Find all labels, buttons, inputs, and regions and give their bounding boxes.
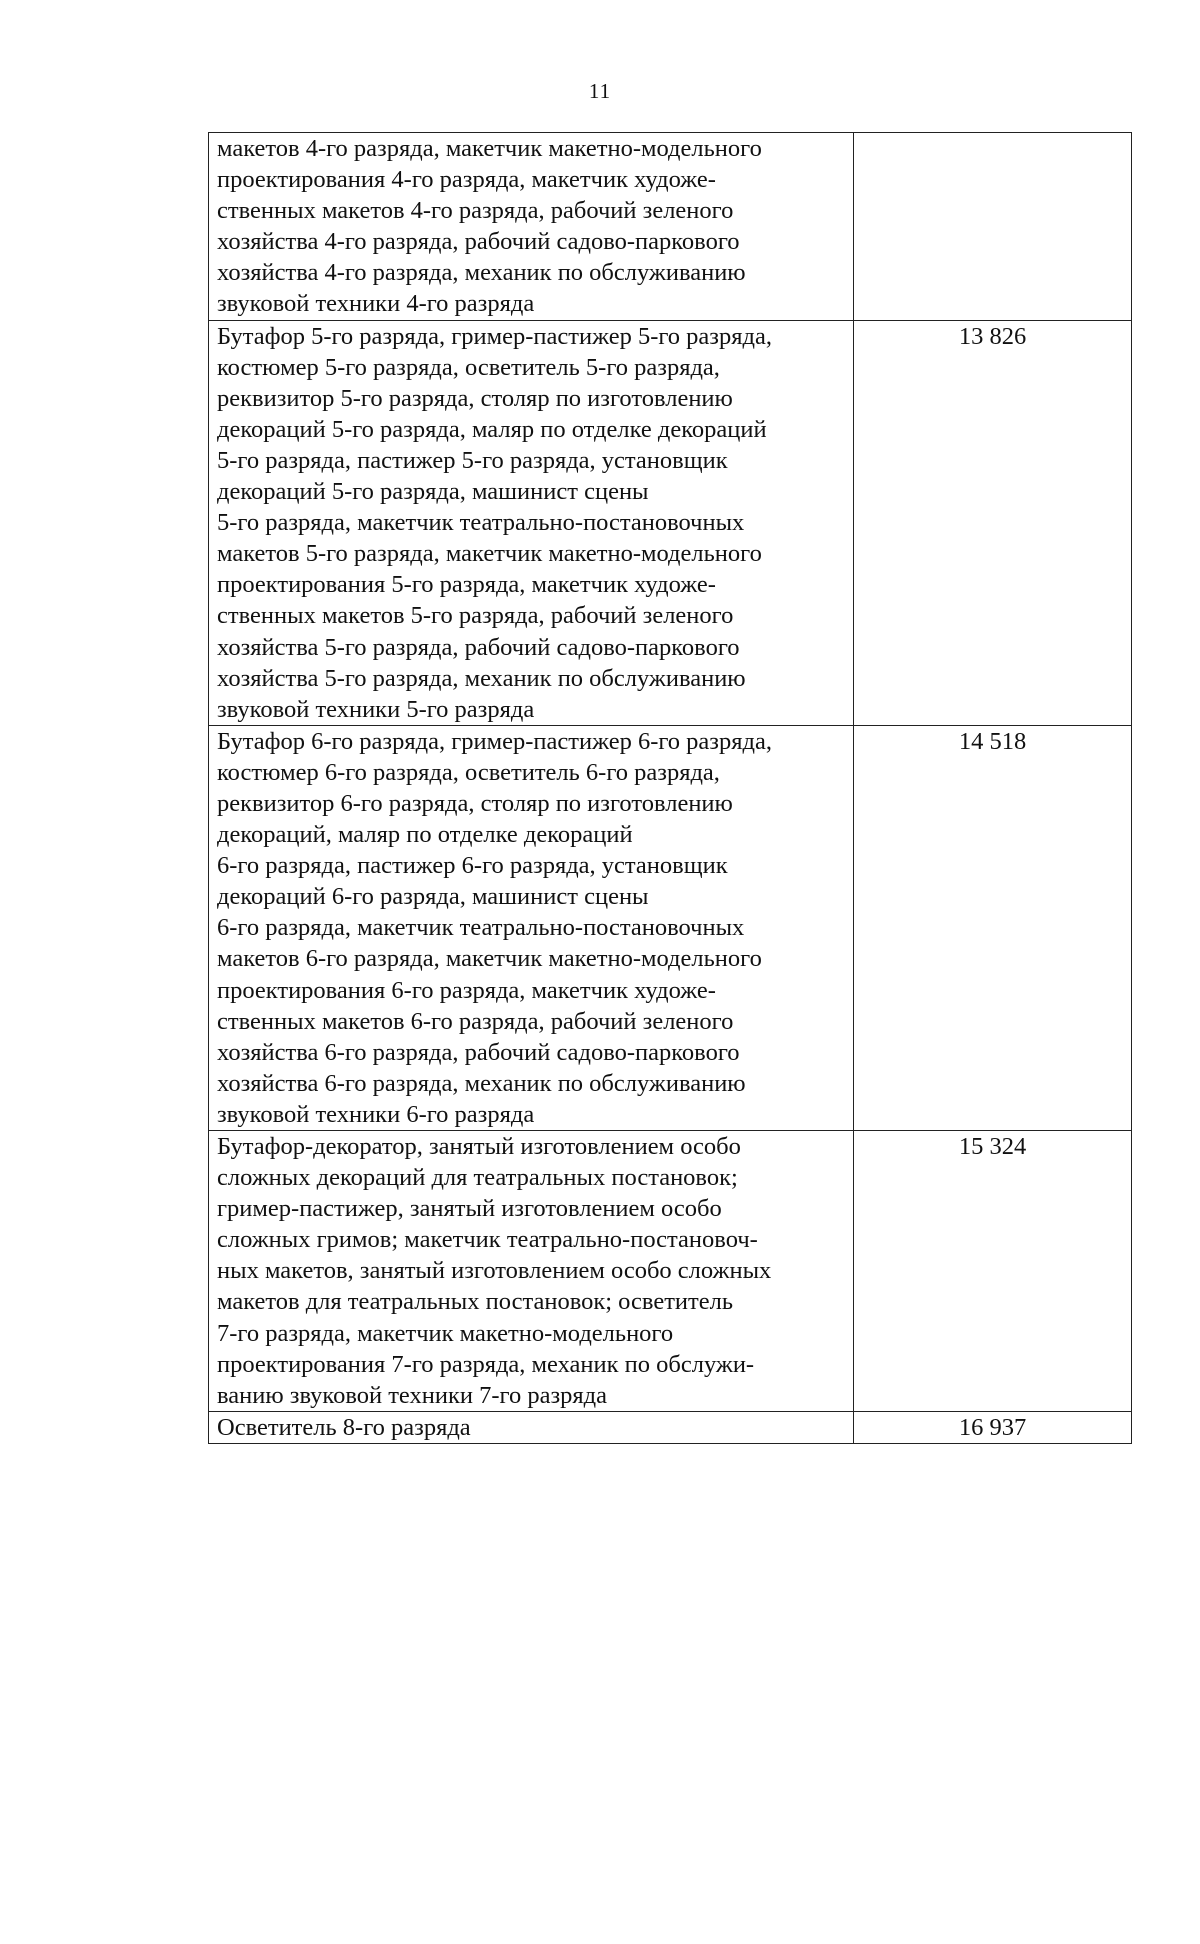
text-line: ственных макетов 4-го разряда, рабочий зеленого (217, 197, 734, 225)
table-row (209, 1131, 1132, 1412)
profession-cell (209, 1411, 854, 1443)
text-line: проектирования 7-го разряда, механик по обслужи- (217, 1350, 755, 1378)
text-line: костюмер 6-го разряда, осветитель 6-го разряда, (217, 758, 720, 786)
text-line: 5-го разряда, макетчик театрально-постановочных (217, 509, 745, 537)
text-line: хозяйства 6-го разряда, механик по обслуживанию (217, 1069, 746, 1097)
table-row (209, 133, 1132, 321)
profession-cell (209, 320, 854, 725)
text-line: сложных декораций для театральных постановок; (217, 1164, 738, 1192)
table-row (209, 725, 1132, 1130)
text-line: реквизитор 6-го разряда, столяр по изготовлению (217, 789, 733, 817)
text-line: Бутафор-декоратор, занятый изготовлением особо (217, 1133, 741, 1160)
text-line: Осветитель 8-го разряда (217, 1413, 471, 1441)
salary-amount: 14 518 (854, 725, 1132, 1130)
text-line: проектирования 6-го разряда, макетчик художе- (217, 976, 716, 1004)
text-line: звуковой техники 6-го разряда (217, 1100, 535, 1128)
text-line: декораций 5-го разряда, маляр по отделке декораций (217, 415, 767, 443)
text-line: 7-го разряда, макетчик макетно-модельного (217, 1319, 674, 1347)
salary-amount: 16 937 (854, 1411, 1132, 1443)
text-line: декораций 6-го разряда, машинист сцены (217, 883, 649, 911)
text-line: гример-пастижер, занятый изготовлением особо (217, 1195, 722, 1223)
text-line: звуковой техники 4-го разряда (217, 290, 535, 318)
text-line: звуковой техники 5-го разряда (217, 695, 535, 723)
text-line: макетов 6-го разряда, макетчик макетно-модельного (217, 945, 762, 973)
text-line: декораций, маляр по отделке декораций (217, 821, 633, 849)
profession-cell (209, 725, 854, 1130)
text-line: 6-го разряда, пастижер 6-го разряда, установщик (217, 852, 728, 880)
text-line: проектирования 4-го разряда, макетчик художе- (217, 166, 716, 194)
salary-amount: 13 826 (854, 320, 1132, 725)
text-line: хозяйства 4-го разряда, рабочий садово-паркового (217, 228, 740, 256)
text-line: костюмер 5-го разряда, осветитель 5-го разряда, (217, 353, 720, 381)
salary-amount (854, 133, 1132, 321)
text-line: декораций 5-го разряда, машинист сцены (217, 478, 649, 506)
text-line: Бутафор 5-го разряда, гример-пастижер 5-го разряда, (217, 322, 772, 350)
text-line: хозяйства 5-го разряда, рабочий садово-паркового (217, 633, 740, 661)
text-line: ственных макетов 6-го разряда, рабочий зеленого (217, 1007, 734, 1035)
text-line: ственных макетов 5-го разряда, рабочий зеленого (217, 602, 734, 630)
salary-amount: 15 324 (854, 1131, 1132, 1412)
table-row (209, 320, 1132, 725)
text-line: макетов 5-го разряда, макетчик макетно-модельного (217, 540, 762, 568)
text-line: хозяйства 4-го разряда, механик по обслуживанию (217, 259, 746, 287)
text-line: 5-го разряда, пастижер 5-го разряда, установщик (217, 446, 728, 474)
text-line: хозяйства 6-го разряда, рабочий садово-паркового (217, 1038, 740, 1066)
text-line: 6-го разряда, макетчик театрально-постановочных (217, 914, 745, 942)
text-line: макетов для театральных постановок; осветитель (217, 1288, 734, 1316)
text-line: сложных гримов; макетчик театрально-постановоч- (217, 1226, 758, 1254)
text-line: ванию звуковой техники 7-го разряда (217, 1381, 607, 1409)
text-line: реквизитор 5-го разряда, столяр по изготовлению (217, 384, 733, 412)
text-line: хозяйства 5-го разряда, механик по обслуживанию (217, 664, 746, 692)
salary-table (208, 132, 1132, 1444)
text-line: макетов 4-го разряда, макетчик макетно-модельного (217, 135, 762, 162)
text-line: ных макетов, занятый изготовлением особо сложных (217, 1257, 772, 1285)
table-row (209, 1411, 1132, 1443)
profession-cell (209, 1131, 854, 1412)
profession-cell (209, 133, 854, 321)
page-number: 11 (588, 79, 612, 103)
text-line: Бутафор 6-го разряда, гример-пастижер 6-го разряда, (217, 727, 772, 755)
text-line: проектирования 5-го разряда, макетчик художе- (217, 571, 716, 599)
